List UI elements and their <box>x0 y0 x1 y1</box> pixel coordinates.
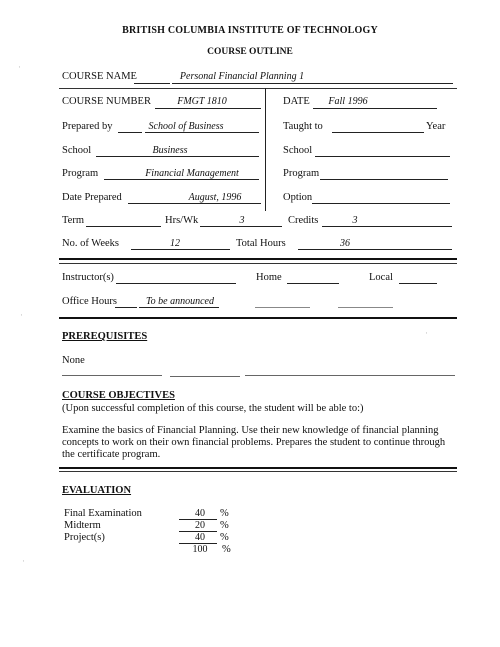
office-hours-label: Office Hours <box>62 296 117 307</box>
prepared-by-value: School of Business <box>148 121 224 132</box>
header-rule <box>59 88 457 89</box>
evaluation-heading: EVALUATION <box>62 485 132 496</box>
scan-speck: · <box>22 556 25 566</box>
home-blank <box>287 283 339 284</box>
course-name-blank-2 <box>172 83 453 84</box>
school-label-left: School <box>62 145 92 156</box>
school-blank-left <box>96 156 259 157</box>
program-blank-left <box>104 179 259 180</box>
course-name-blank-1 <box>134 83 170 84</box>
course-number-blank <box>155 108 261 109</box>
scan-speck: · <box>425 328 428 338</box>
total-hours-blank <box>298 249 452 250</box>
eval-row-label: Final Examination <box>64 508 142 519</box>
objectives-intro: (Upon successful completion of this course, the student will be able to:) <box>62 403 364 414</box>
prepared-by-label: Prepared by <box>62 121 113 132</box>
date-prepared-blank <box>128 203 261 204</box>
taught-to-suffix: Year <box>426 121 446 132</box>
scan-speck: · <box>18 62 21 72</box>
office-hours-blank-4 <box>338 307 393 308</box>
eval-total-value: 100 <box>192 544 208 555</box>
eval-total-unit: % <box>222 544 231 555</box>
school-value-left: Business <box>152 145 188 156</box>
prepared-by-blank-1 <box>118 132 142 133</box>
hrs-wk-blank <box>200 226 282 227</box>
eval-row-value: 40 <box>195 532 205 543</box>
term-blank <box>86 226 161 227</box>
objectives-line-1: Examine the basics of Financial Planning. Use their new knowledge of financial planning <box>62 425 439 436</box>
taught-to-label: Taught to <box>283 121 323 132</box>
program-label-right: Program <box>283 168 320 179</box>
objectives-line-3: the certificate program. <box>62 449 161 460</box>
eval-row-unit: % <box>220 532 229 543</box>
no-of-weeks-label: No. of Weeks <box>62 238 119 249</box>
date-blank <box>313 108 437 109</box>
date-label: DATE <box>283 96 310 107</box>
instructors-blank <box>116 283 236 284</box>
eval-row-label: Midterm <box>64 520 101 531</box>
section-rule-1a <box>59 258 457 260</box>
section-rule-3a <box>59 467 457 469</box>
taught-to-blank <box>332 132 424 133</box>
office-hours-blank-1 <box>115 307 137 308</box>
total-hours-value: 36 <box>340 238 350 249</box>
school-blank-right <box>315 156 450 157</box>
section-rule-3b <box>59 471 457 472</box>
program-value-left: Financial Management <box>145 168 239 179</box>
objectives-line-2: concepts to work on their own financial problems. Prepares the student to continue through <box>62 437 446 448</box>
local-blank <box>399 283 437 284</box>
credits-blank <box>322 226 452 227</box>
prerequisites-rule-a <box>62 375 162 376</box>
eval-row-value: 40 <box>195 508 205 519</box>
column-divider <box>265 88 266 211</box>
office-hours-blank-2 <box>139 307 219 308</box>
program-label-left: Program <box>62 168 99 179</box>
term-label: Term <box>62 215 85 226</box>
prepared-by-blank-2 <box>145 132 259 133</box>
objectives-heading: COURSE OBJECTIVES <box>62 390 175 401</box>
prerequisites-text: None <box>62 355 85 366</box>
option-blank <box>312 203 450 204</box>
credits-value: 3 <box>352 215 358 226</box>
total-hours-label: Total Hours <box>236 238 286 249</box>
prerequisites-rule-b <box>170 376 240 377</box>
date-prepared-label: Date Prepared <box>62 192 122 203</box>
document-title: COURSE OUTLINE <box>207 47 293 57</box>
local-label: Local <box>369 272 393 283</box>
prerequisites-heading: PREREQUISITES <box>62 331 148 342</box>
course-number-value: FMGT 1810 <box>177 96 227 107</box>
hrs-wk-label: Hrs/Wk <box>165 215 199 226</box>
option-label: Option <box>283 192 313 203</box>
credits-label: Credits <box>288 215 319 226</box>
course-number-label: COURSE NUMBER <box>62 96 151 107</box>
course-name-label: COURSE NAME <box>62 71 137 82</box>
section-rule-2 <box>59 317 457 319</box>
office-hours-blank-3 <box>255 307 310 308</box>
course-name-value: Personal Financial Planning 1 <box>179 71 305 82</box>
institution-name: BRITISH COLUMBIA INSTITUTE OF TECHNOLOGY <box>122 25 378 36</box>
office-hours-value: To be announced <box>146 296 214 307</box>
home-label: Home <box>256 272 282 283</box>
eval-row-label: Project(s) <box>64 532 105 543</box>
date-prepared-value: August, 1996 <box>188 192 242 203</box>
scan-speck: · <box>20 310 23 320</box>
prerequisites-rule-c <box>245 375 455 376</box>
date-value: Fall 1996 <box>328 96 368 107</box>
section-rule-1b <box>59 263 457 264</box>
no-of-weeks-value: 12 <box>170 238 180 249</box>
eval-row-unit: % <box>220 520 229 531</box>
eval-row-unit: % <box>220 508 229 519</box>
school-label-right: School <box>283 145 313 156</box>
no-of-weeks-blank <box>131 249 230 250</box>
instructors-label: Instructor(s) <box>62 272 114 283</box>
program-blank-right <box>320 179 448 180</box>
hrs-wk-value: 3 <box>239 215 245 226</box>
eval-row-value: 20 <box>195 520 205 531</box>
